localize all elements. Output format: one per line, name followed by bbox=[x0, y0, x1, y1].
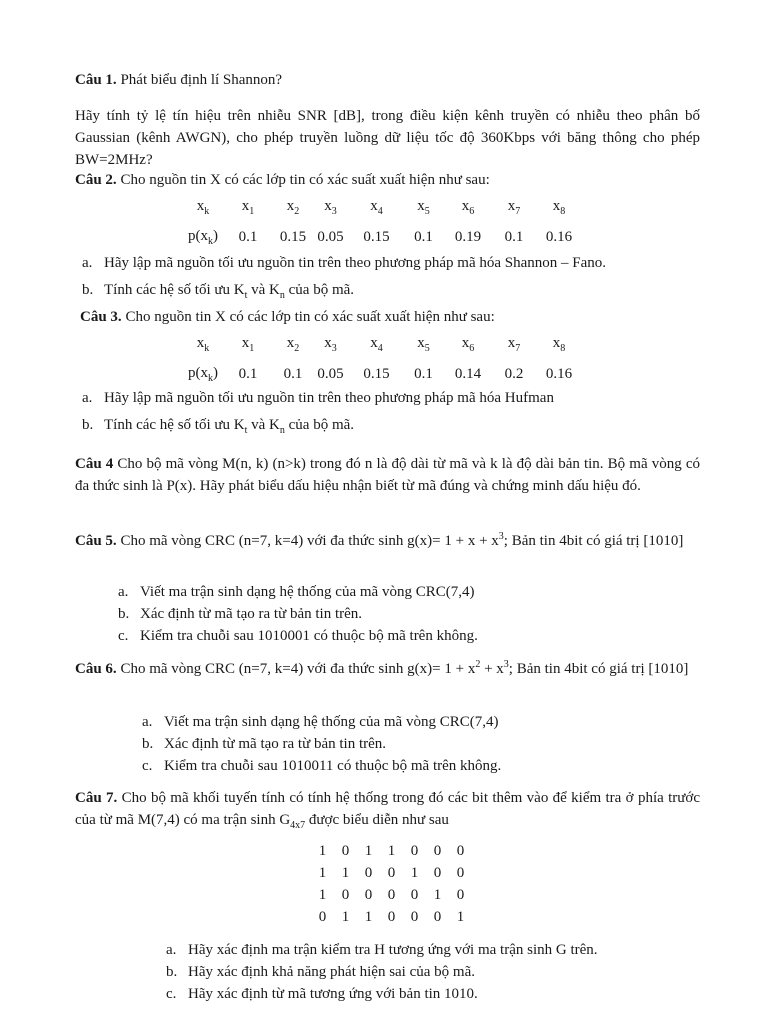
matrix-cell: 1 bbox=[341, 865, 350, 882]
matrix-cell: 1 bbox=[341, 909, 350, 926]
q2-x-letter: x bbox=[286, 198, 295, 215]
q2-prob-cell: 0.05 bbox=[317, 229, 344, 246]
q3-x-letter: x bbox=[370, 335, 378, 352]
q3-x-index: 1 bbox=[249, 343, 255, 355]
matrix-cell: 1 bbox=[456, 909, 465, 926]
matrix-cell: 1 bbox=[364, 843, 373, 860]
matrix-cell: 0 bbox=[341, 843, 350, 860]
q2-prob-cell: 0.1 bbox=[238, 229, 258, 246]
q2-x-sub: k bbox=[204, 206, 210, 218]
q3-x-letter: x bbox=[286, 335, 295, 352]
q1-label: Câu 1. bbox=[75, 72, 117, 88]
q5-item-text: Kiểm tra chuỗi sau 1010001 có thuộc bộ mã trên không. bbox=[140, 627, 478, 644]
q3-x-cell bbox=[223, 330, 273, 360]
q3-x-index: 5 bbox=[424, 343, 430, 355]
q6-paragraph bbox=[75, 658, 700, 681]
q3-x-index: 2 bbox=[294, 343, 300, 355]
matrix-row bbox=[311, 885, 472, 907]
q5-item-marker: c. bbox=[118, 627, 129, 644]
q2-x-index: 8 bbox=[560, 206, 566, 218]
matrix-cell: 0 bbox=[433, 865, 442, 882]
q2-x-index: 4 bbox=[377, 206, 383, 218]
q2-item-text: Tính các hệ số tối ưu K bbox=[104, 281, 245, 298]
q3-prob-cell: 0.15 bbox=[363, 366, 390, 383]
q3-p-label bbox=[183, 360, 223, 390]
q2-x-letter: x bbox=[370, 198, 378, 215]
q2-x-cell bbox=[313, 193, 348, 223]
q3-x-cell bbox=[494, 330, 534, 360]
q6-item bbox=[142, 756, 682, 778]
q3-x-label bbox=[183, 330, 223, 360]
matrix-cell: 0 bbox=[364, 887, 373, 904]
matrix-cell: 1 bbox=[387, 843, 396, 860]
matrix-cell: 1 bbox=[410, 865, 419, 882]
q3-prob-cell: 0.16 bbox=[545, 366, 573, 383]
matrix-cell: 0 bbox=[318, 909, 327, 926]
q3-item bbox=[82, 388, 702, 410]
q2-text: Cho nguồn tin X có các lớp tin có xác suất xuất hiện như sau: bbox=[116, 172, 490, 188]
q2-x-letter: x bbox=[461, 198, 470, 215]
q7-subscript: 4x7 bbox=[290, 819, 306, 831]
q2-prob-cell: 0.1 bbox=[504, 229, 524, 246]
q2-p-letter: p(x bbox=[188, 228, 208, 245]
matrix-cell: 0 bbox=[341, 887, 350, 904]
q6-item-marker: b. bbox=[142, 735, 154, 752]
q6-text-mid: + x bbox=[480, 661, 504, 677]
q3-x-cell bbox=[534, 330, 584, 360]
q2-sub-questions bbox=[82, 253, 702, 308]
q2-probability-table bbox=[183, 193, 584, 253]
q5-item bbox=[118, 604, 678, 626]
q7-text-a: Cho bộ mã khối tuyến tính có tính hệ thống trong đó các bit thêm vào để kiểm tra ở phía trước của từ mã M(7,4) có ma trận sinh G bbox=[75, 790, 700, 828]
q3-item-marker: b. bbox=[82, 416, 94, 433]
q3-x-cell bbox=[273, 330, 313, 360]
q3-p-letter: p(x bbox=[188, 365, 208, 382]
q7-label: Câu 7. bbox=[75, 790, 118, 806]
q3-prob-cell: 0.14 bbox=[454, 366, 482, 383]
q2-item bbox=[82, 280, 702, 304]
q3-sub-questions bbox=[82, 388, 702, 443]
matrix-cell: 0 bbox=[456, 843, 465, 860]
q3-prob-cell: 0.1 bbox=[283, 366, 303, 383]
q2-x-cell bbox=[442, 193, 494, 223]
q3-prob-cell: 0.1 bbox=[238, 366, 258, 383]
q3-x-letter: x bbox=[196, 335, 205, 352]
q2-x-letter: x bbox=[241, 198, 250, 215]
q5-item bbox=[118, 626, 678, 648]
q2-item-text: Hãy lập mã nguồn tối ưu nguồn tin trên theo phương pháp mã hóa Shannon – Fano. bbox=[104, 255, 607, 271]
q7-item-text: Hãy xác định từ mã tương ứng với bản tin 1010. bbox=[188, 985, 478, 1002]
q3-x-index: 7 bbox=[515, 343, 521, 355]
q2-x-letter: x bbox=[196, 198, 205, 215]
q3-text: Cho nguồn tin X có các lớp tin có xác suất xuất hiện như sau: bbox=[121, 309, 495, 325]
q7-item bbox=[166, 984, 686, 1006]
matrix-cell: 0 bbox=[433, 843, 442, 860]
q2-item-sub-t: t bbox=[244, 289, 248, 301]
q2-x-cell bbox=[348, 193, 405, 223]
q3-x-letter: x bbox=[241, 335, 250, 352]
q2-p-label bbox=[183, 223, 223, 253]
matrix-cell: 1 bbox=[433, 887, 442, 904]
q6-sub-questions bbox=[142, 712, 682, 777]
q5-label: Câu 5. bbox=[75, 533, 117, 549]
q3-item-sub-n: n bbox=[279, 424, 285, 436]
q2-prob-cell: 0.15 bbox=[363, 229, 390, 246]
matrix-cell: 1 bbox=[318, 887, 327, 904]
q3-x-sub: k bbox=[204, 343, 210, 355]
q2-x-letter: x bbox=[324, 198, 332, 215]
q3-x-index: 3 bbox=[331, 343, 337, 355]
matrix-cell: 0 bbox=[410, 909, 419, 926]
q7-item-text: Hãy xác định ma trận kiểm tra H tương ứng với ma trận sinh G trên. bbox=[188, 942, 598, 958]
q3-x-letter: x bbox=[461, 335, 470, 352]
q3-item-text: Tính các hệ số tối ưu K bbox=[104, 416, 245, 433]
q3-item-end: của bộ mã. bbox=[284, 416, 355, 433]
q3-item-sub-t: t bbox=[244, 424, 248, 436]
q6-exponent-1: 2 bbox=[475, 659, 481, 670]
matrix-cell: 0 bbox=[410, 843, 419, 860]
q2-prob-cell: 0.19 bbox=[454, 229, 482, 246]
q2-x-letter: x bbox=[417, 198, 425, 215]
matrix-cell: 1 bbox=[364, 909, 373, 926]
q2-x-index: 2 bbox=[294, 206, 300, 218]
q2-x-cell bbox=[223, 193, 273, 223]
q2-p-close: ) bbox=[213, 228, 218, 245]
q6-text-a: Cho mã vòng CRC (n=7, k=4) với đa thức sinh g(x)= 1 + x bbox=[116, 661, 476, 677]
matrix-cell: 1 bbox=[318, 865, 327, 882]
q7-paragraph bbox=[75, 788, 700, 833]
q7-item bbox=[166, 962, 686, 984]
matrix-cell: 0 bbox=[410, 887, 419, 904]
q1-heading bbox=[75, 70, 700, 92]
q2-x-cell bbox=[494, 193, 534, 223]
q3-x-index: 4 bbox=[377, 343, 383, 355]
matrix-row bbox=[311, 841, 472, 863]
q5-item-text: Viết ma trận sinh dạng hệ thống của mã vòng CRC(7,4) bbox=[140, 584, 475, 600]
q3-p-close: ) bbox=[213, 365, 218, 382]
matrix-cell: 0 bbox=[387, 865, 396, 882]
q3-x-letter: x bbox=[324, 335, 332, 352]
matrix-cell: 0 bbox=[456, 865, 465, 882]
matrix-cell: 0 bbox=[433, 909, 442, 926]
q5-paragraph bbox=[75, 530, 700, 553]
q3-item-text: Hãy lập mã nguồn tối ưu nguồn tin trên theo phương pháp mã hóa Hufman bbox=[104, 390, 554, 406]
q1-body: Hãy tính tỷ lệ tín hiệu trên nhiễu SNR [dB], trong điều kiện kênh truyền có nhiễu theo phân bố Gaussian (kênh AWGN), cho phép truyền luồng dữ liệu tốc độ 360Kbps với băng thông cho phép BW=2MHz? bbox=[75, 108, 700, 168]
q7-text-b: được biểu diễn như sau bbox=[305, 811, 449, 828]
q3-x-letter: x bbox=[417, 335, 425, 352]
q3-x-cell bbox=[313, 330, 348, 360]
q4-label: Câu 4 bbox=[75, 456, 114, 472]
q2-prob-cell: 0.15 bbox=[279, 229, 307, 246]
q2-x-label bbox=[183, 193, 223, 223]
q2-x-cell bbox=[273, 193, 313, 223]
q3-item-marker: a. bbox=[82, 390, 93, 406]
q4-paragraph bbox=[75, 454, 700, 498]
q3-x-cell bbox=[405, 330, 442, 360]
q5-item-text: Xác định từ mã tạo ra từ bản tin trên. bbox=[140, 605, 363, 622]
q2-x-cell bbox=[405, 193, 442, 223]
q2-item-marker: a. bbox=[82, 255, 93, 271]
q7-item-marker: a. bbox=[166, 942, 177, 958]
q5-sub-questions bbox=[118, 582, 678, 647]
q2-item-marker: b. bbox=[82, 281, 94, 298]
q2-x-index: 5 bbox=[424, 206, 430, 218]
q2-item-mid: và K bbox=[247, 281, 280, 298]
q3-heading bbox=[80, 307, 700, 329]
q6-item-marker: c. bbox=[142, 757, 153, 774]
q6-item bbox=[142, 712, 682, 734]
q2-x-index: 1 bbox=[249, 206, 255, 218]
matrix-cell: 0 bbox=[456, 887, 465, 904]
q5-text-b: ; Bản tin 4bit có giá trị [1010] bbox=[503, 533, 684, 549]
q7-item-marker: c. bbox=[166, 985, 177, 1002]
q6-label: Câu 6. bbox=[75, 661, 117, 677]
matrix-cell: 1 bbox=[318, 843, 327, 860]
q2-x-letter: x bbox=[507, 198, 516, 215]
q5-exponent: 3 bbox=[498, 531, 504, 542]
q7-item-marker: b. bbox=[166, 963, 178, 980]
q7-item-text: Hãy xác định khả năng phát hiện sai của bộ mã. bbox=[188, 963, 475, 980]
q5-item-marker: a. bbox=[118, 584, 129, 600]
q3-x-cell bbox=[348, 330, 405, 360]
q4-text: Cho bộ mã vòng M(n, k) (n>k) trong đó n là độ dài từ mã và k là độ dài bản tin. Bộ mã vòng có đa thức sinh là P(x). Hãy phát biểu dấu hiệu nhận biết từ mã đúng và chứng minh dấu hiệu đó. bbox=[75, 456, 700, 494]
q7-sub-questions bbox=[166, 940, 686, 1005]
q3-probability-table bbox=[183, 330, 584, 390]
q6-item-marker: a. bbox=[142, 714, 153, 730]
q6-item-text: Viết ma trận sinh dạng hệ thống của mã vòng CRC(7,4) bbox=[164, 714, 499, 730]
q3-prob-cell: 0.2 bbox=[504, 366, 524, 383]
matrix-row bbox=[311, 907, 472, 929]
q2-item-sub-n: n bbox=[279, 289, 285, 301]
q5-item bbox=[118, 582, 678, 604]
q2-x-index: 3 bbox=[331, 206, 337, 218]
q6-item-text: Xác định từ mã tạo ra từ bản tin trên. bbox=[164, 735, 387, 752]
q7-item bbox=[166, 940, 686, 962]
q2-prob-cell: 0.16 bbox=[545, 229, 573, 246]
q3-item bbox=[82, 415, 702, 439]
q3-x-letter: x bbox=[552, 335, 561, 352]
q6-exponent-2: 3 bbox=[503, 659, 509, 670]
q2-x-letter: x bbox=[552, 198, 561, 215]
q5-text-a: Cho mã vòng CRC (n=7, k=4) với đa thức sinh g(x)= 1 + x + x bbox=[116, 533, 499, 549]
q3-x-index: 6 bbox=[469, 343, 475, 355]
q3-x-cell bbox=[442, 330, 494, 360]
matrix-cell: 0 bbox=[364, 865, 373, 882]
q2-heading bbox=[75, 170, 700, 192]
q6-item-text: Kiểm tra chuỗi sau 1010011 có thuộc bộ mã trên không. bbox=[164, 757, 502, 774]
q3-p-sub: k bbox=[208, 373, 213, 385]
q3-label: Câu 3. bbox=[80, 309, 122, 325]
matrix-row bbox=[311, 863, 472, 885]
q2-x-index: 6 bbox=[469, 206, 475, 218]
q3-prob-cell: 0.1 bbox=[414, 366, 433, 383]
q6-item bbox=[142, 734, 682, 756]
q5-item-marker: b. bbox=[118, 605, 130, 622]
q3-x-index: 8 bbox=[560, 343, 566, 355]
matrix-cell: 0 bbox=[387, 909, 396, 926]
q2-x-index: 7 bbox=[515, 206, 521, 218]
q3-item-mid: và K bbox=[247, 416, 280, 433]
q2-p-sub: k bbox=[208, 236, 213, 248]
q7-generator-matrix bbox=[311, 841, 472, 929]
q2-item-end: của bộ mã. bbox=[284, 281, 355, 298]
q3-prob-cell: 0.05 bbox=[317, 366, 344, 383]
q2-item bbox=[82, 253, 702, 275]
q6-text-b: ; Bản tin 4bit có giá trị [1010] bbox=[508, 661, 689, 677]
q2-prob-cell: 0.1 bbox=[414, 229, 433, 246]
q2-label: Câu 2. bbox=[75, 172, 117, 188]
q1-title: Phát biểu định lí Shannon? bbox=[116, 72, 283, 88]
matrix-cell: 0 bbox=[387, 887, 396, 904]
q2-x-cell bbox=[534, 193, 584, 223]
q3-x-letter: x bbox=[507, 335, 516, 352]
